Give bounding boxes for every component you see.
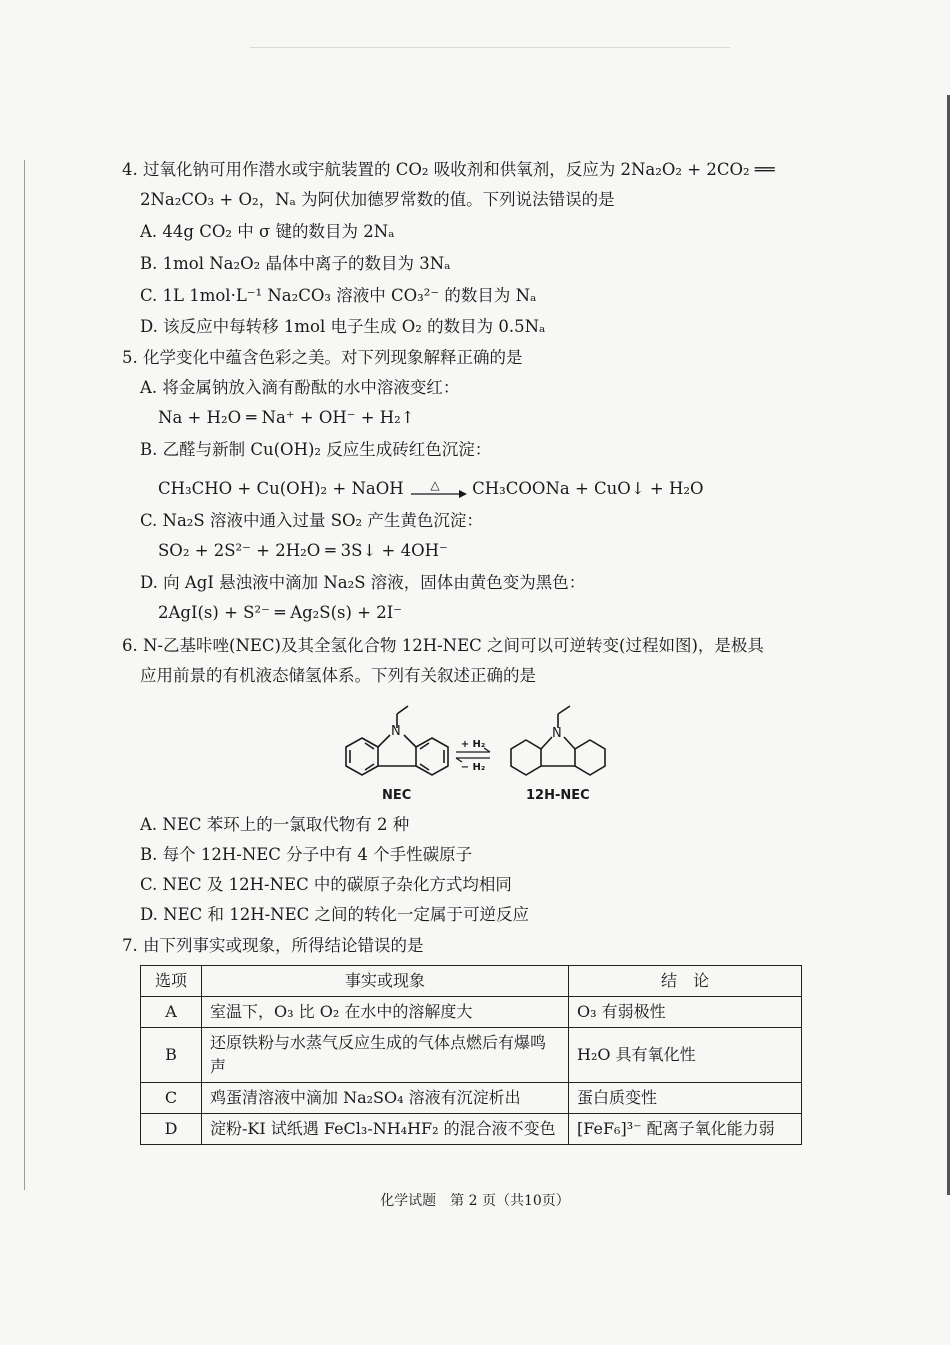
nec-hydrogenation-figure — [330, 700, 630, 810]
row-conclusion: [FeF₆]³⁻ 配离子氧化能力弱 — [569, 1114, 802, 1145]
q5-option-b: B. 乙醛与新制 Cu(OH)₂ 反应生成砖红色沉淀： — [140, 440, 492, 459]
q6-option-b: B. 每个 12H-NEC 分子中有 4 个手性碳原子 — [140, 845, 473, 864]
q5-b-eq-left: CH₃CHO + Cu(OH)₂ + NaOH — [158, 479, 404, 498]
q4-stem-line2: 2Na₂CO₃ + O₂，Nₐ 为阿伏加德罗常数的值。下列说法错误的是 — [140, 190, 615, 209]
heat-condition: △ — [430, 479, 440, 492]
table-row — [141, 1083, 802, 1114]
q4-option-d: D. 该反应中每转移 1mol 电子生成 O₂ 的数目为 0.5Nₐ — [140, 317, 546, 336]
row-fact: 淀粉-KI 试纸遇 FeCl₃-NH₄HF₂ 的混合液不变色 — [202, 1114, 569, 1145]
q6-option-c: C. NEC 及 12H-NEC 中的碳原子杂化方式均相同 — [140, 875, 512, 894]
q6-stem-line2: 应用前景的有机液态储氢体系。下列有关叙述正确的是 — [140, 666, 536, 685]
q4-option-a: A. 44g CO₂ 中 σ 键的数目为 2Nₐ — [140, 222, 395, 241]
q5-option-c: C. Na₂S 溶液中通入过量 SO₂ 产生黄色沉淀： — [140, 511, 483, 530]
row-option: D — [141, 1114, 202, 1145]
q5-option-c-equation: SO₂ + 2S²⁻ + 2H₂O ═ 3S↓ + 4OH⁻ — [158, 541, 448, 560]
q5-option-a-equation: Na + H₂O ═ Na⁺ + OH⁻ + H₂↑ — [158, 408, 415, 427]
row-fact: 室温下，O₃ 比 O₂ 在水中的溶解度大 — [202, 997, 569, 1028]
table-header-row — [141, 966, 802, 997]
equilibrium-arrow-icon — [456, 748, 490, 762]
q5-b-eq-right: CH₃COONa + CuO↓ + H₂O — [472, 479, 704, 498]
12h-nec-label: 12H-NEC — [526, 788, 590, 803]
row-fact: 鸡蛋清溶液中滴加 Na₂SO₄ 溶液有沉淀析出 — [202, 1083, 569, 1114]
header-conclusion: 结 论 — [569, 966, 802, 997]
q5-option-b-equation — [158, 479, 704, 500]
q7-stem: 7. 由下列事实或现象，所得结论错误的是 — [122, 936, 424, 955]
q4-option-c: C. 1L 1mol·L⁻¹ Na₂CO₃ 溶液中 CO₃²⁻ 的数目为 Nₐ — [140, 286, 537, 305]
reverse-label: − H₂ — [460, 762, 486, 773]
q4-option-b: B. 1mol Na₂O₂ 晶体中离子的数目为 3Nₐ — [140, 254, 451, 273]
table-row — [141, 1028, 802, 1083]
q5-option-d: D. 向 AgI 悬浊液中滴加 Na₂S 溶液，固体由黄色变为黑色： — [140, 573, 586, 592]
q6-option-d: D. NEC 和 12H-NEC 之间的转化一定属于可逆反应 — [140, 905, 530, 924]
q6-option-a: A. NEC 苯环上的一氯取代物有 2 种 — [140, 815, 410, 834]
heat-arrow — [409, 480, 467, 500]
page-footer: 化学试题 第 2 页（共10页） — [380, 1193, 570, 1209]
row-option: B — [141, 1028, 202, 1083]
table-row — [141, 997, 802, 1028]
row-option: A — [141, 997, 202, 1028]
forward-label: + H₂ — [460, 739, 486, 750]
row-fact: 还原铁粉与水蒸气反应生成的气体点燃后有爆鸣声 — [202, 1028, 569, 1083]
table-row — [141, 1114, 802, 1145]
q5-option-d-equation: 2AgI(s) + S²⁻ ═ Ag₂S(s) + 2I⁻ — [158, 603, 402, 622]
q6-stem-line1: 6. N-乙基咔唑(NEC)及其全氢化合物 12H-NEC 之间可以可逆转变(过程如图)，是极具 — [122, 636, 764, 655]
nec-label: NEC — [382, 788, 412, 803]
q5-option-a: A. 将金属钠放入滴有酚酞的水中溶液变红： — [140, 378, 460, 397]
reaction-arrow-icon — [409, 480, 467, 500]
page-edge-left — [24, 160, 25, 1190]
row-conclusion: O₃ 有弱极性 — [569, 997, 802, 1028]
svg-text:N: N — [391, 724, 401, 739]
row-option: C — [141, 1083, 202, 1114]
top-rule — [250, 47, 730, 48]
header-fact: 事实或现象 — [202, 966, 569, 997]
q7-table — [140, 965, 802, 1145]
q4-stem-line1: 4. 过氧化钠可用作潜水或宇航装置的 CO₂ 吸收剂和供氧剂，反应为 2Na₂O₂ + 2CO₂ ══ — [122, 160, 775, 179]
svg-text:N: N — [552, 726, 562, 741]
row-conclusion: 蛋白质变性 — [569, 1083, 802, 1114]
nec-structure — [346, 706, 448, 775]
header-option: 选项 — [141, 966, 202, 997]
q5-stem: 5. 化学变化中蕴含色彩之美。对下列现象解释正确的是 — [122, 348, 523, 367]
row-conclusion: H₂O 具有氧化性 — [569, 1028, 802, 1083]
